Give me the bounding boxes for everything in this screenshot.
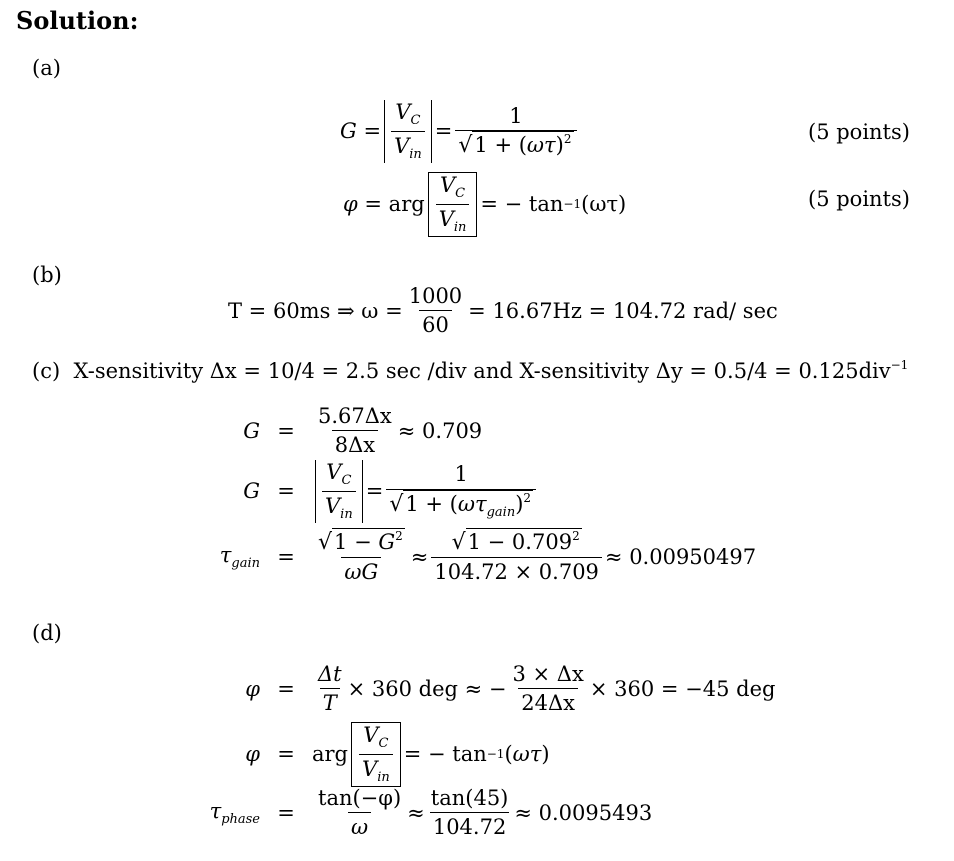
omega-equation: T = 60ms ⇒ ω = $\frac{1000}{60}$ = 16.67Hz = 104.72 rad/ sec: [228, 284, 778, 338]
solution-heading: Solution:: [16, 6, 139, 35]
gain-formula-equation: G = $\frac{V_C}{V_{in}}$ = $\frac{1}{√1 + (\omega\tau_{gain})^2}$: [200, 460, 539, 523]
sensitivity-text: X-sensitivity Δx = 10/4 = 2.5 sec /div and X-sensitivity Δy = 0.5/4 = 0.125div: [73, 359, 891, 383]
phase-measured-equation: φ = $\frac{\Delta t}{T}$ × 360 deg ≈ − $\frac{3 \times \Delta x}{24\Delta x}$ × 360 = −45 deg: [245, 662, 776, 716]
gain-measured-equation: G = $\frac{5.67\Delta x}{8\Delta x}$ ≈ 0.709: [243, 404, 483, 458]
gain-abs-ratio: $\frac{V_C}{V_{in}}$: [384, 100, 432, 163]
part-c-line: (c) X-sensitivity Δx = 10/4 = 2.5 sec /div and X-sensitivity Δy = 0.5/4 = 0.125div$^{-1}$: [32, 358, 909, 383]
phase-equation: φ = arg $\frac{V_C}{V_{in}}$ = − tan −1 (ωτ): [343, 173, 627, 235]
gain-lhs: G =: [340, 119, 382, 144]
tau-gain-equation: $\tau_{gain}$ = $\frac{√1 - G^2}{\omega G}$ ≈ $\frac{√1 - 0.709^2}{104.72 \times 0.709}$ ≈ 0.00950497: [219, 529, 757, 585]
phase-formula-equation: φ = arg $\frac{V_C}{V_{in}}$ = − tan −1 (ωτ): [245, 723, 550, 785]
gain-equation: G = $\frac{V_C}{V_{in}}$ = $\frac{1}{√1 + (\omega\tau)^2}$: [340, 100, 580, 163]
tau-phase-equation: $\tau_{phase}$ = $\frac{\tan(-\varphi)}{\omega}$ ≈ $\frac{\tan(45)}{104.72}$ ≈ 0.0095493: [209, 786, 653, 840]
part-d-label: (d): [32, 621, 62, 645]
gain-points: (5 points): [808, 120, 910, 144]
gain-rhs-fraction: $\frac{1}{√1 + (\omega\tau)^2}$: [455, 104, 576, 158]
part-a-label: (a): [32, 56, 61, 80]
phase-bracket-ratio: $\frac{V_C}{V_{in}}$: [428, 172, 478, 237]
phase-points: (5 points): [808, 187, 910, 211]
part-b-label: (b): [32, 263, 62, 287]
